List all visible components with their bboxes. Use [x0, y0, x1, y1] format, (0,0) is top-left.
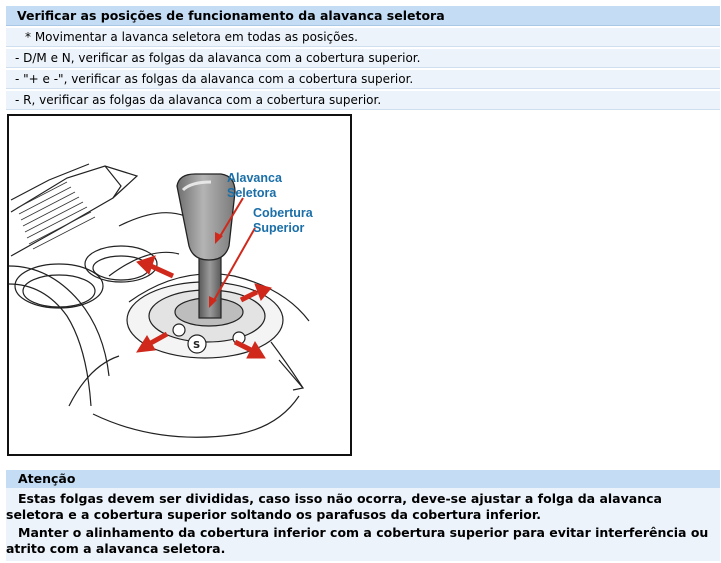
- step-check-plus-minus: - "+ e -", verificar as folgas da alavanca com a cobertura superior.: [6, 70, 720, 89]
- section-title: Verificar as posições de funcionamento da alavanca seletora: [6, 6, 720, 26]
- attention-paragraph-1: Estas folgas devem ser divididas, caso isso não ocorra, deve-se ajustar a folga da alavanca seletora e a cobertura superior soltando os parafusos da cobertura inferior.: [6, 491, 662, 522]
- label-cover-line2: Superior: [253, 221, 305, 235]
- attention-heading: Atenção: [6, 470, 720, 488]
- step-move-lever: * Movimentar a lavanca seletora em todas as posições.: [6, 28, 720, 47]
- label-lever-line1: Alavanca: [227, 171, 282, 185]
- step-check-dm-n: - D/M e N, verificar as folgas da alavanca com a cobertura superior.: [6, 49, 720, 68]
- gear-selector-illustration: [7, 114, 352, 456]
- step-check-r: - R, verificar as folgas da alavanca com a cobertura superior.: [6, 91, 720, 110]
- attention-paragraph-2: Manter o alinhamento da cobertura inferior com a cobertura superior para evitar interferência ou atrito com a alavanca seletora.: [6, 525, 709, 556]
- svg-text:S: S: [193, 340, 201, 351]
- attention-note: [6, 470, 720, 561]
- label-cover-line1: Cobertura: [253, 206, 313, 220]
- label-lever-line2: Seletora: [227, 186, 277, 200]
